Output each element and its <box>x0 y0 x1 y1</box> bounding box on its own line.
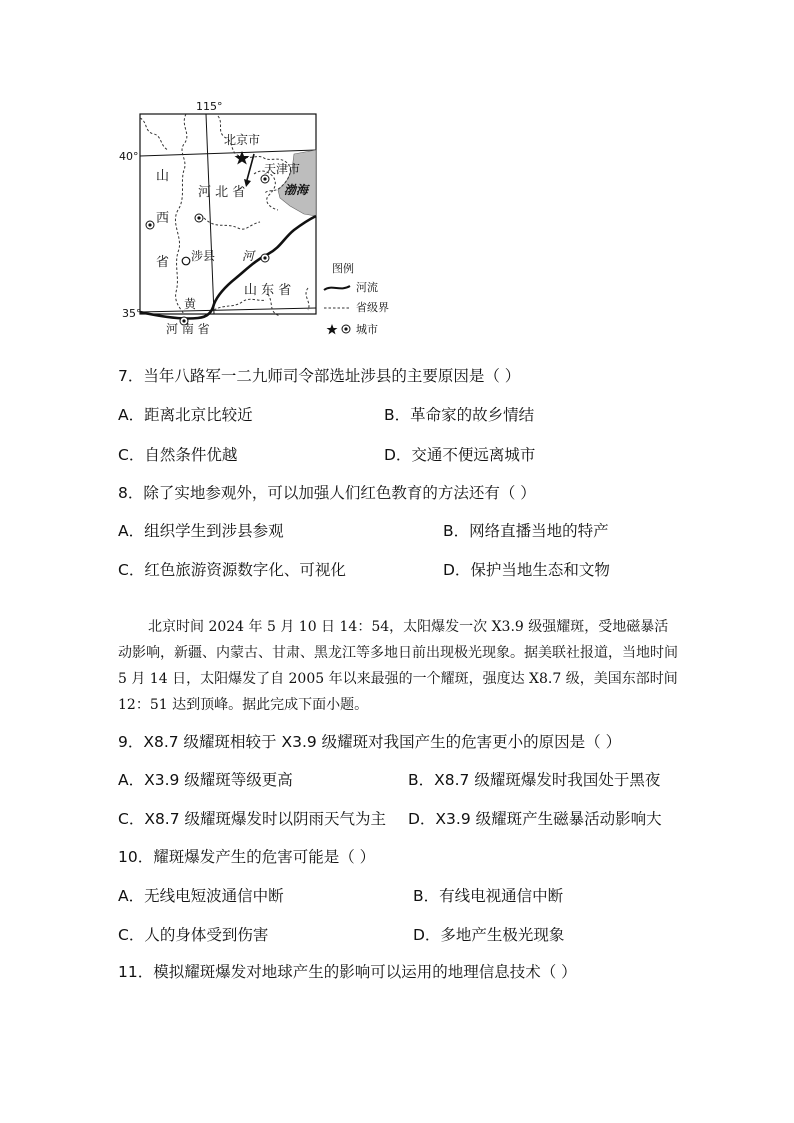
parallel-35 <box>140 308 316 312</box>
q8-option-b[interactable]: B．网络直播当地的特产 <box>443 522 609 540</box>
meridian-115 <box>206 114 214 314</box>
question-8: 8．除了实地参观外，可以加强人们红色教育的方法还有（ ） <box>118 484 536 502</box>
tianjin-label: 天津市 <box>264 162 301 176</box>
parallel-40 <box>140 150 316 156</box>
shexian-dot-icon <box>182 257 190 265</box>
hebei-label: 河 北 省 <box>198 185 246 200</box>
henan-label: 河 南 省 <box>166 322 210 336</box>
shanxi-label-1: 山 <box>156 169 170 184</box>
q8-option-c[interactable]: C．红色旅游资源数字化、可视化 <box>118 561 346 579</box>
question-9: 9．X8.7 级耀斑相较于 X3.9 级耀斑对我国产生的危害更小的原因是（ ） <box>118 733 622 751</box>
q7-option-a[interactable]: A．距离北京比较近 <box>118 406 253 424</box>
legend-river-symbol <box>324 286 350 290</box>
q9-option-d[interactable]: D．X3.9 级耀斑产生磁暴活动影响大 <box>408 810 662 828</box>
shanxi-label-3: 省 <box>156 255 170 270</box>
q7-option-c[interactable]: C．自然条件优越 <box>118 446 238 464</box>
q10-option-b[interactable]: B．有线电视通信中断 <box>413 887 564 905</box>
bohai-label: 渤海 <box>284 183 309 197</box>
map-figure <box>118 98 398 342</box>
question-11: 11．模拟耀斑爆发对地球产生的影响可以运用的地理信息技术（ ） <box>118 963 577 981</box>
map-legend <box>324 261 389 336</box>
q8-option-a[interactable]: A．组织学生到涉县参观 <box>118 522 284 540</box>
q9-option-a[interactable]: A．X3.9 级耀斑等级更高 <box>118 771 293 789</box>
lat-35-label: 35° <box>122 307 142 320</box>
shanxi-label-2: 西 <box>156 211 170 226</box>
legend-border-label: 省级界 <box>356 301 389 314</box>
q10-option-c[interactable]: C．人的身体受到伤害 <box>118 926 269 944</box>
he-label: 河 <box>242 249 255 263</box>
question-10: 10．耀斑爆发产生的危害可能是（ ） <box>118 848 376 866</box>
legend-star-icon <box>327 324 338 334</box>
legend-title: 图例 <box>332 262 354 275</box>
lat-40-label: 40° <box>119 150 139 163</box>
shandong-label: 山 东 省 <box>244 283 292 298</box>
map-svg <box>118 98 398 342</box>
question-7: 7．当年八路军一二九师司令部选址涉县的主要原因是（ ） <box>118 367 521 385</box>
huang-label: 黄 <box>184 297 197 311</box>
q9-option-c[interactable]: C．X8.7 级耀斑爆发时以阴雨天气为主 <box>118 810 387 828</box>
q7-option-d[interactable]: D．交通不便远离城市 <box>384 446 536 464</box>
shexian-label: 涉县 <box>191 249 216 263</box>
beijing-label: 北京市 <box>224 133 261 147</box>
q8-option-d[interactable]: D．保护当地生态和文物 <box>443 561 610 579</box>
legend-city-label: 城市 <box>356 323 378 336</box>
q9-option-b[interactable]: B．X8.7 级耀斑爆发时我国处于黑夜 <box>408 771 661 789</box>
q10-option-d[interactable]: D．多地产生极光现象 <box>413 926 565 944</box>
legend-river-label: 河流 <box>356 281 378 294</box>
q7-option-b[interactable]: B．革命家的故乡情结 <box>384 406 535 424</box>
q10-option-a[interactable]: A．无线电短波通信中断 <box>118 887 284 905</box>
reading-passage: 北京时间 2024 年 5 月 10 日 14：54，太阳爆发一次 X3.9 级强耀斑，受地磁暴活动影响，新疆、内蒙古、甘肃、黑龙江等多地日前出现极光现象。据美联社报道，当地时间 5 月 14 日，太阳爆发了自 2005 年以来最强的一个耀斑，强度达 X8.7 级，美国东部时间 12：51 达到顶峰。据此完成下面小题。 <box>118 619 678 713</box>
arrow-line <box>247 154 254 180</box>
lon-115-label: 115° <box>196 100 223 113</box>
